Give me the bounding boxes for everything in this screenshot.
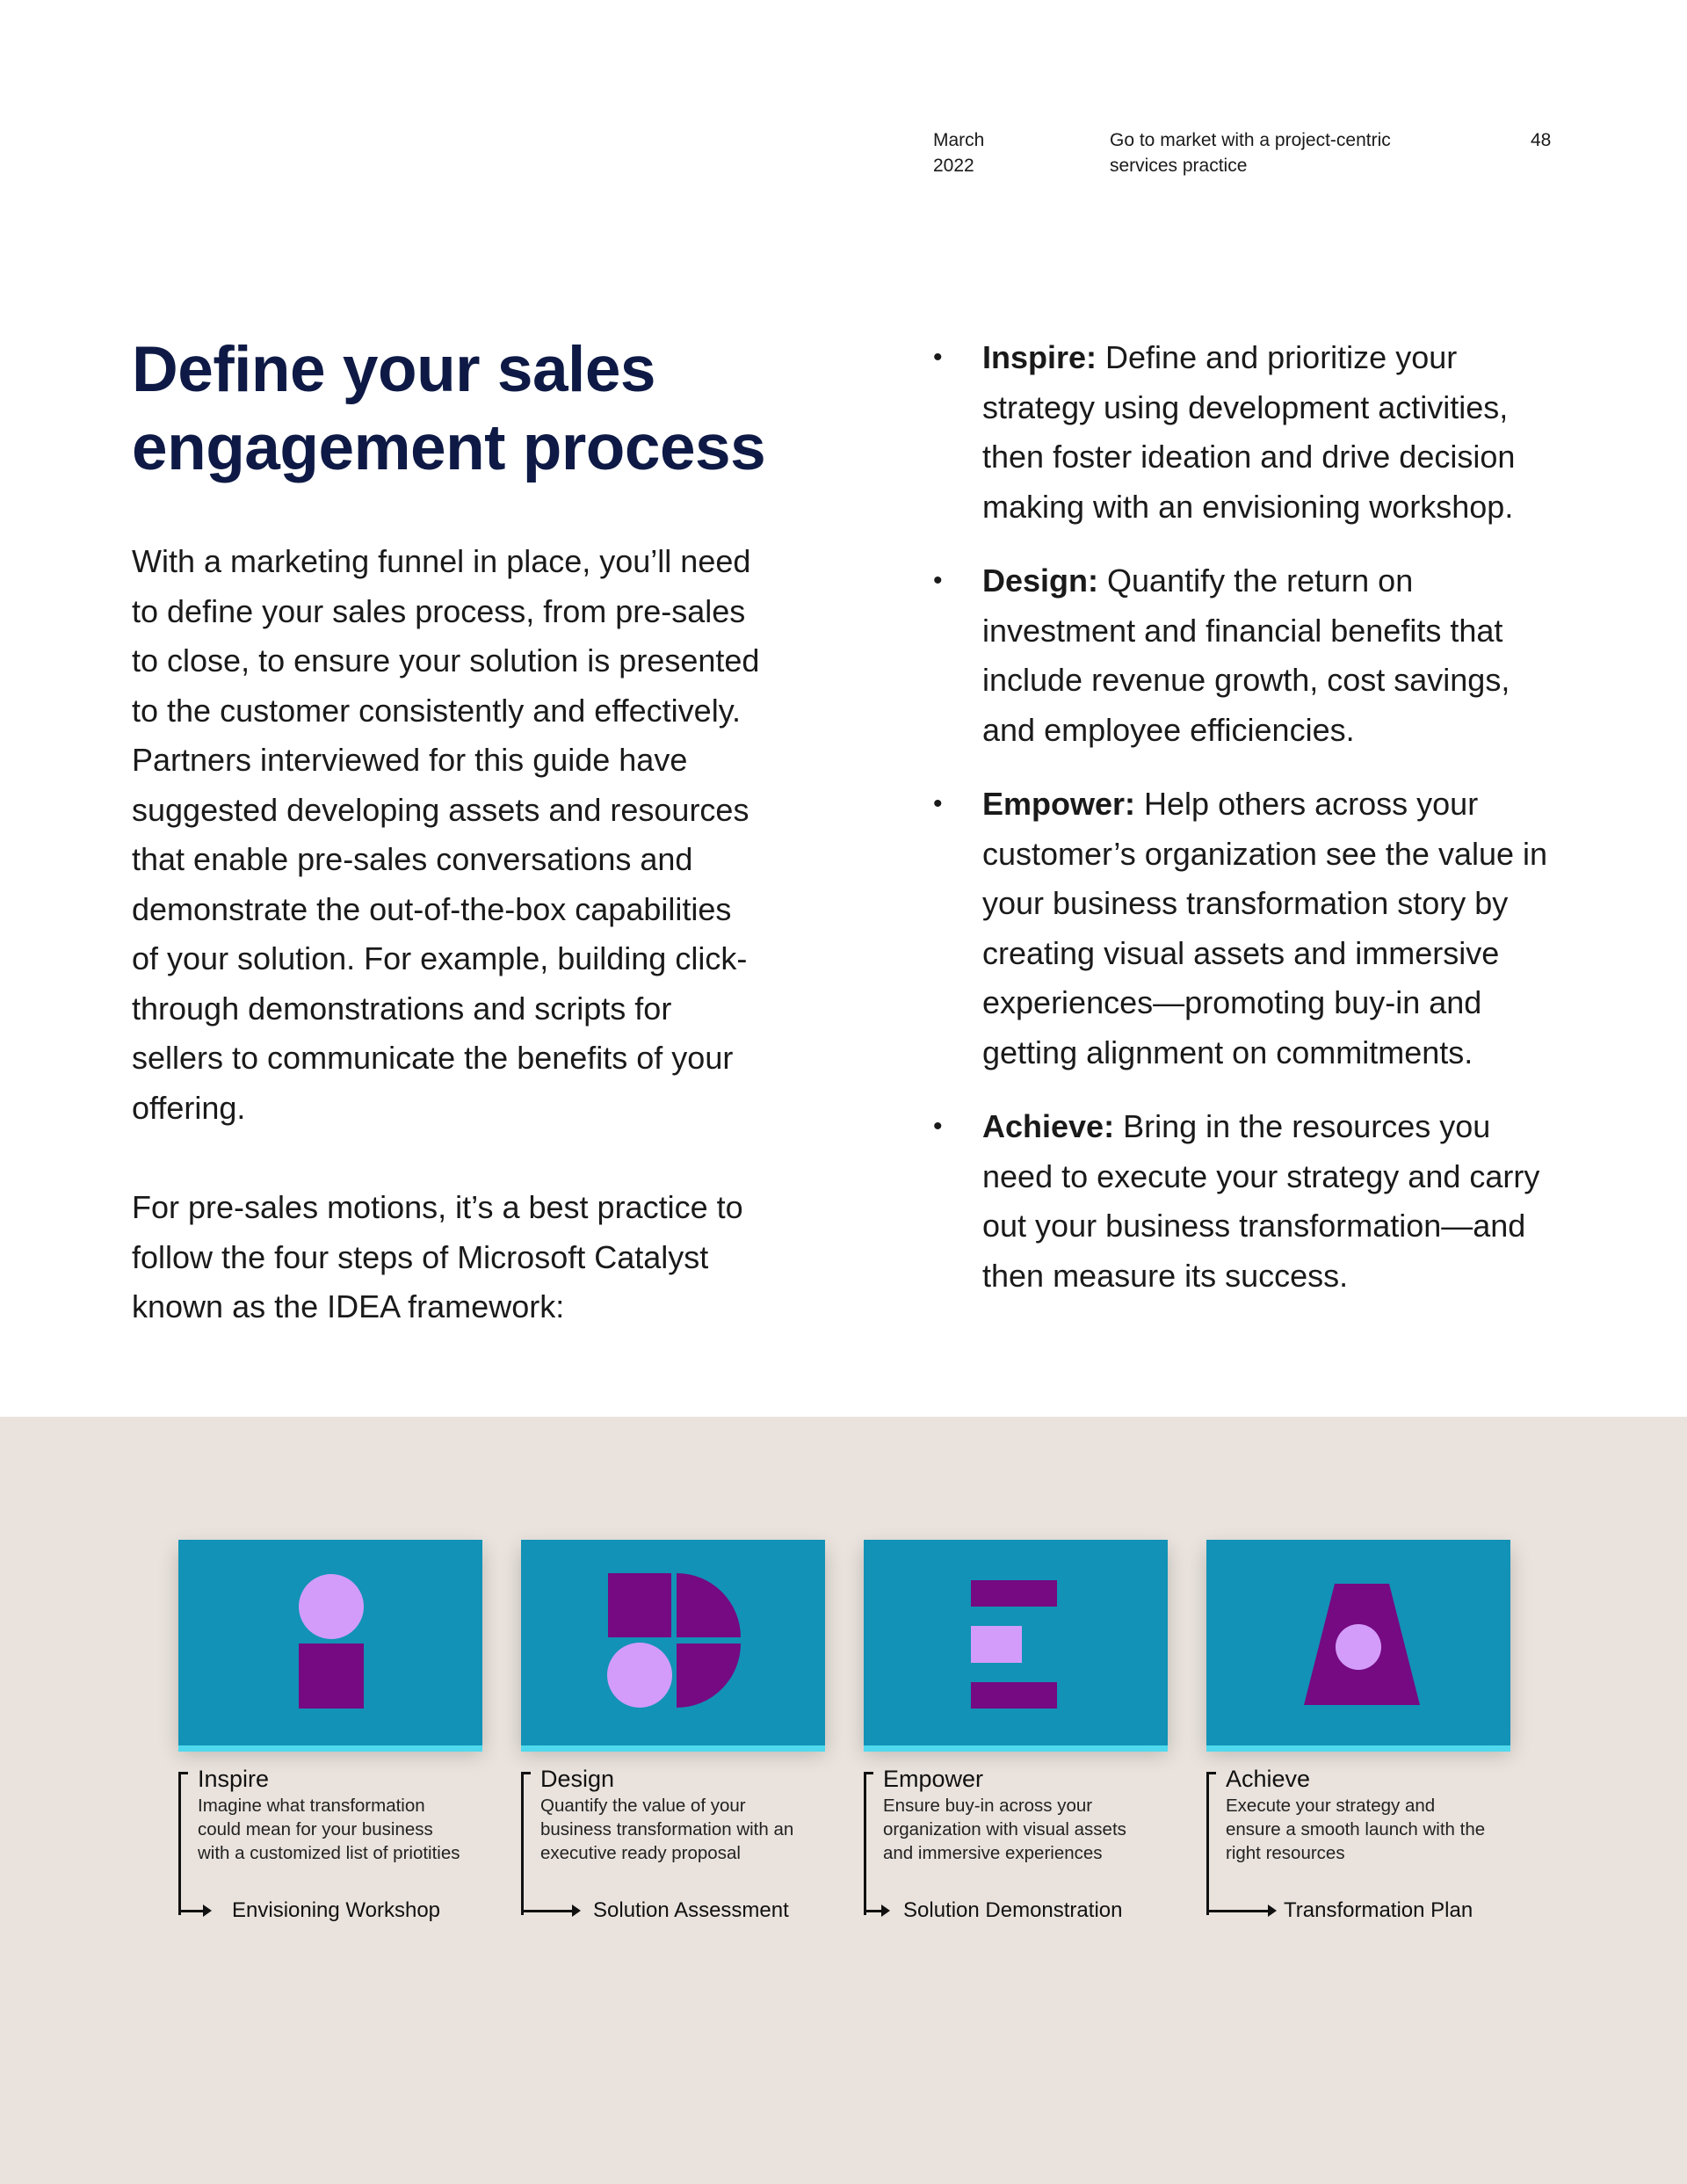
bullet-empower: • Empower: Help others across your customer’s organization see the value in your business transformation story by creating visual assets and immersive experiences—promoting buy-in and getting alignment on commitments. [933,780,1566,1077]
bracket-line [178,1772,188,1915]
step-deliverable: Envisioning Workshop [232,1898,441,1922]
intro-paragraph: With a marketing funnel in place, you’ll need to define your sales process, from pre-sales to close, to ensure your solution is presented to the customer consistently and effectively. Partners interviewed for this guide have suggested developing assets and resources that enable pre-sales conversations and demonstrate the out-of-the-box capabilities of your solution. For example, building click-through demonstrations and scripts for sellers to communicate the benefits of your offering. [132,543,760,1126]
card-design [521,1540,825,1745]
arrow-right-icon [881,1905,890,1917]
bracket-line [1206,1772,1216,1915]
letter-e-icon [864,1540,1168,1745]
arrow-right-icon [1268,1905,1277,1917]
idea-bullet-list [933,333,1566,1325]
header-date: March 2022 [933,130,985,176]
bracket-line [521,1772,531,1915]
card-underline [178,1745,482,1752]
step-title: Empower [883,1766,984,1792]
step-deliverable: Solution Assessment [593,1898,789,1922]
bullet-dot-icon: • [933,343,943,372]
step-deliverable: Solution Demonstration [903,1898,1123,1922]
card-underline [1206,1745,1510,1752]
idea-intro-paragraph: For pre-sales motions, it’s a best practice to follow the four steps of Microsoft Catalyst known as the IDEA framework: [132,1189,743,1324]
step-deliverable: Transformation Plan [1284,1898,1473,1922]
card-empower [864,1540,1168,1745]
bullet-inspire: • Inspire: Define and prioritize your strategy using development activities, then foster ideation and drive decision making with an envisioning workshop. [933,333,1566,532]
bullet-dot-icon: • [933,1112,943,1141]
card-inspire [178,1540,482,1745]
arrow-right-icon [203,1905,212,1917]
step-title: Achieve [1226,1766,1311,1792]
step-description: Execute your strategy and ensure a smooth launch with the right resources [1226,1796,1486,1863]
step-description: Imagine what transformation could mean for your business with a customized list of priotities [198,1796,460,1863]
card-underline [521,1745,825,1752]
step-title: Design [540,1766,615,1792]
letter-d-icon [521,1540,825,1745]
bullet-design: • Design: Quantify the return on investment and financial benefits that include revenue growth, cost savings, and employee efficiencies. [933,556,1566,755]
bullet-dot-icon: • [933,566,943,595]
letter-a-icon [1206,1540,1510,1745]
letter-i-icon [178,1540,482,1745]
step-description: Ensure buy-in across your organization with visual assets and immersive experiences [883,1796,1126,1863]
page-number: 48 [1531,130,1552,150]
arrow-right-icon [572,1905,581,1917]
card-underline [864,1745,1168,1752]
bullet-achieve: • Achieve: Bring in the resources you need to execute your strategy and carry out your business transformation—and then measure its success. [933,1102,1566,1301]
step-title: Inspire [198,1766,270,1792]
page-title: Define your sales engagement process [132,334,766,483]
header-document-title: Go to market with a project-centric services practice [1110,130,1391,176]
bullet-dot-icon: • [933,789,943,818]
bracket-line [864,1772,873,1915]
card-achieve [1206,1540,1510,1745]
step-description: Quantify the value of your business transformation with an executive ready proposal [540,1796,794,1863]
